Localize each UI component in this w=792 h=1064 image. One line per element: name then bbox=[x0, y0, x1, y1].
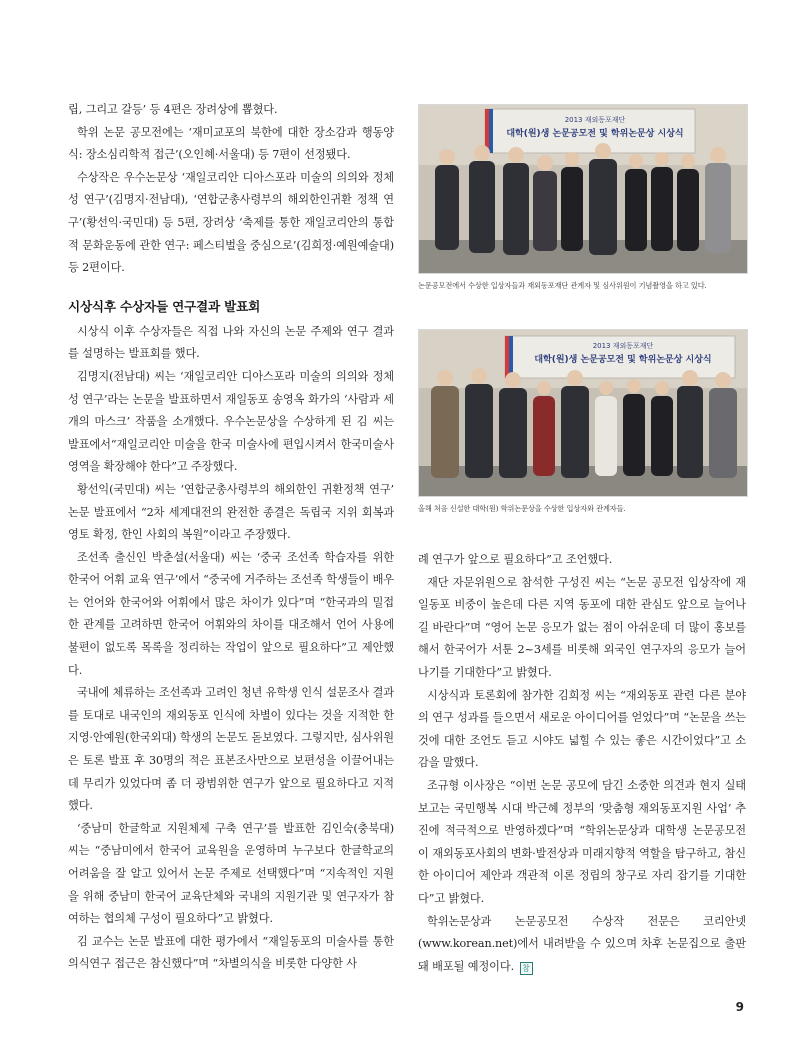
body-paragraph: 재단 자문위원으로 참석한 구성진 씨는 “논문 공모전 입상작에 재일동포 비중이 높은데 다른 지역 동포에 대한 관심도 앞으로 늘어나길 바란다”며 “영어 논문 응모가 없는 점이 아쉬운데 더 많이 홍보를 해서 한국어가 서툰 2~3세를 비롯해 외국인 연구자의 응모가 늘어나기를 기대한다”고 밝혔다. bbox=[418, 575, 746, 679]
body-paragraph: 김명지(전남대) 씨는 ‘재일코리안 디아스포라 미술의 의의와 정체성 연구’라는 논문을 발표하면서 재일동포 송영옥 화가의 ‘사람과 세 개의 마스크’ 작품을 소개했다. 우수논문상을 수상하게 된 김 씨는 발표에서“재일코리안 미술을 한국 미술사에 편입시켜서 한국미술사 영역을 확장해야 한다”고 주장했다. bbox=[68, 369, 394, 474]
body-paragraph: 조선족 출신인 박춘설(서울대) 씨는 ‘중국 조선족 학습자를 위한 한국어 어휘 교육 연구’에서 “중국에 거주하는 조선족 학생들이 배우는 언어와 한국어와 어휘에서 많은 차이가 있다”며 “한국과의 밀접한 관계를 고려하면 한국어 어휘와의 차이를 대조해서 언어 사용에 불편이 없도록 목록을 정리하는 작업이 앞으로 필요하다”고 제안했다. bbox=[68, 550, 394, 677]
banner-line-2: 대학(원)생 논문공모전 및 학위논문상 시상식 bbox=[534, 355, 712, 365]
banner-line-2: 대학(원)생 논문공모전 및 학위논문상 시상식 bbox=[506, 129, 684, 139]
photo-caption-2: 올해 처음 신설한 대학(원) 학위논문상을 수상한 입상자와 관계자들. bbox=[418, 504, 626, 513]
body-paragraph: ‘중남미 한글학교 지원체제 구축 연구’를 발표한 김인숙(충북대) 씨는 “중남미에서 한국어 교육원을 운영하며 누구보다 한글학교의 어려움을 잘 알고 있어서 논문 주제로 선택했다”며 “지속적인 지원을 위해 중남미 한국어 교육단체와 국내의 지원기관 및 연구자가 참여하는 협의체 구성이 필요하다”고 밝혔다. bbox=[68, 821, 394, 926]
body-paragraph: 조규형 이사장은 “이번 논문 공모에 담긴 소중한 의견과 현지 실태보고는 국민행복 시대 박근혜 정부의 ‘맞춤형 재외동포지원 사업’ 추진에 적극적으로 반영하겠다”며 “학위논문상과 대학생 논문공모전이 재외동포사회의 변화·발전상과 미래지향적 역할을 탐구하고, 참신한 아이디어 제안과 객관적 이론 정립의 창구로 자리 잡기를 기대한다”고 밝혔다. bbox=[418, 778, 746, 905]
body-paragraph: 시상식과 토론회에 참가한 김희정 씨는 “재외동포 관련 다른 분야의 연구 성과를 들으면서 새로운 아이디어를 얻었다”며 “논문을 쓰는 것에 대한 조언도 듣고 시야도 넓힐 수 있는 좋은 시간이었다”고 소감을 말했다. bbox=[418, 688, 746, 770]
group-photo-1-image bbox=[419, 105, 747, 273]
body-paragraph: 황선익(국민대) 씨는 ‘연합군총사령부의 해외한인 귀환정책 연구’ 논문 발표에서 “2차 세계대전의 완전한 종결은 독립국 지위 회복과 영토 확정, 한인 사회의 복원”이라고 주장했다. bbox=[68, 482, 394, 542]
photo-caption-1: 논문공모전에서 수상한 입상자들과 재외동포재단 관계자 및 심사위원이 기념촬영을 하고 있다. bbox=[418, 281, 707, 290]
body-paragraph: 시상식 이후 수상자들은 직접 나와 자신의 논문 주제와 연구 결과를 설명하는 발표회를 했다. bbox=[68, 324, 394, 361]
end-of-article-icon: 참 bbox=[520, 962, 533, 975]
section-heading: 시상식후 수상자들 연구결과 발표회 bbox=[68, 298, 261, 314]
body-paragraph: 립, 그리고 갈등’ 등 4편은 장려상에 뽑혔다. bbox=[68, 103, 278, 116]
body-paragraph: 국내에 체류하는 조선족과 고려인 청년 유학생 인식 설문조사 결과를 토대로 내국인의 재외동포 인식에 차별이 있다는 것을 지적한 한지영·안예원(한국외대) 학생의 논문도 돋보였다. 그렇지만, 심사위원은 토론 발표 후 30명의 적은 표본조사만으로 보편성을 이끌어내는 데 무리가 있었다며 좀 더 광범위한 연구가 앞으로 필요하다고 지적했다. bbox=[68, 686, 394, 813]
body-paragraph: 수상작은 우수논문상 ‘재일코리안 디아스포라 미술의 의의와 정체성 연구’(김명지·전남대), ‘연합군총사령부의 해외한인귀환 정책 연구’(황선익·국민대) 등 5편, 장려상 ‘축제를 통한 재일코리안의 통합적 문화운동에 관한 연구: 페스티벌을 중심으로’(김희정·예원예술대) 등 2편이다. bbox=[68, 170, 394, 275]
body-paragraph: 학위 논문 공모전에는 ‘재미교포의 북한에 대한 장소감과 행동양식: 장소심리학적 접근’(오인혜·서울대) 등 7편이 선정됐다. bbox=[68, 125, 394, 162]
banner-line-1: 2013 재외동포재단 bbox=[564, 116, 626, 124]
right-column bbox=[418, 549, 746, 978]
body-paragraph-text: 학위논문상과 논문공모전 수상작 전문은 코리안넷(www.korean.net)에서 내려받을 수 있으며 차후 논문집으로 출판돼 배포될 예정이다. bbox=[418, 914, 746, 973]
banner-line-1: 2013 재외동포재단 bbox=[592, 342, 654, 350]
body-paragraph: 김 교수는 논문 발표에 대한 평가에서 “재일동포의 미술사를 통한 의식연구 접근은 참신했다”며 “차별의식을 비롯한 다양한 사 bbox=[68, 934, 394, 971]
group-photo-2-image bbox=[419, 330, 747, 496]
body-paragraph bbox=[418, 911, 746, 979]
page-number: 9 bbox=[735, 1000, 744, 1014]
body-paragraph: 례 연구가 앞으로 필요하다”고 조언했다. bbox=[418, 553, 613, 566]
group-photo-2 bbox=[418, 329, 748, 497]
group-photo-1 bbox=[418, 104, 748, 274]
left-column bbox=[68, 99, 394, 976]
